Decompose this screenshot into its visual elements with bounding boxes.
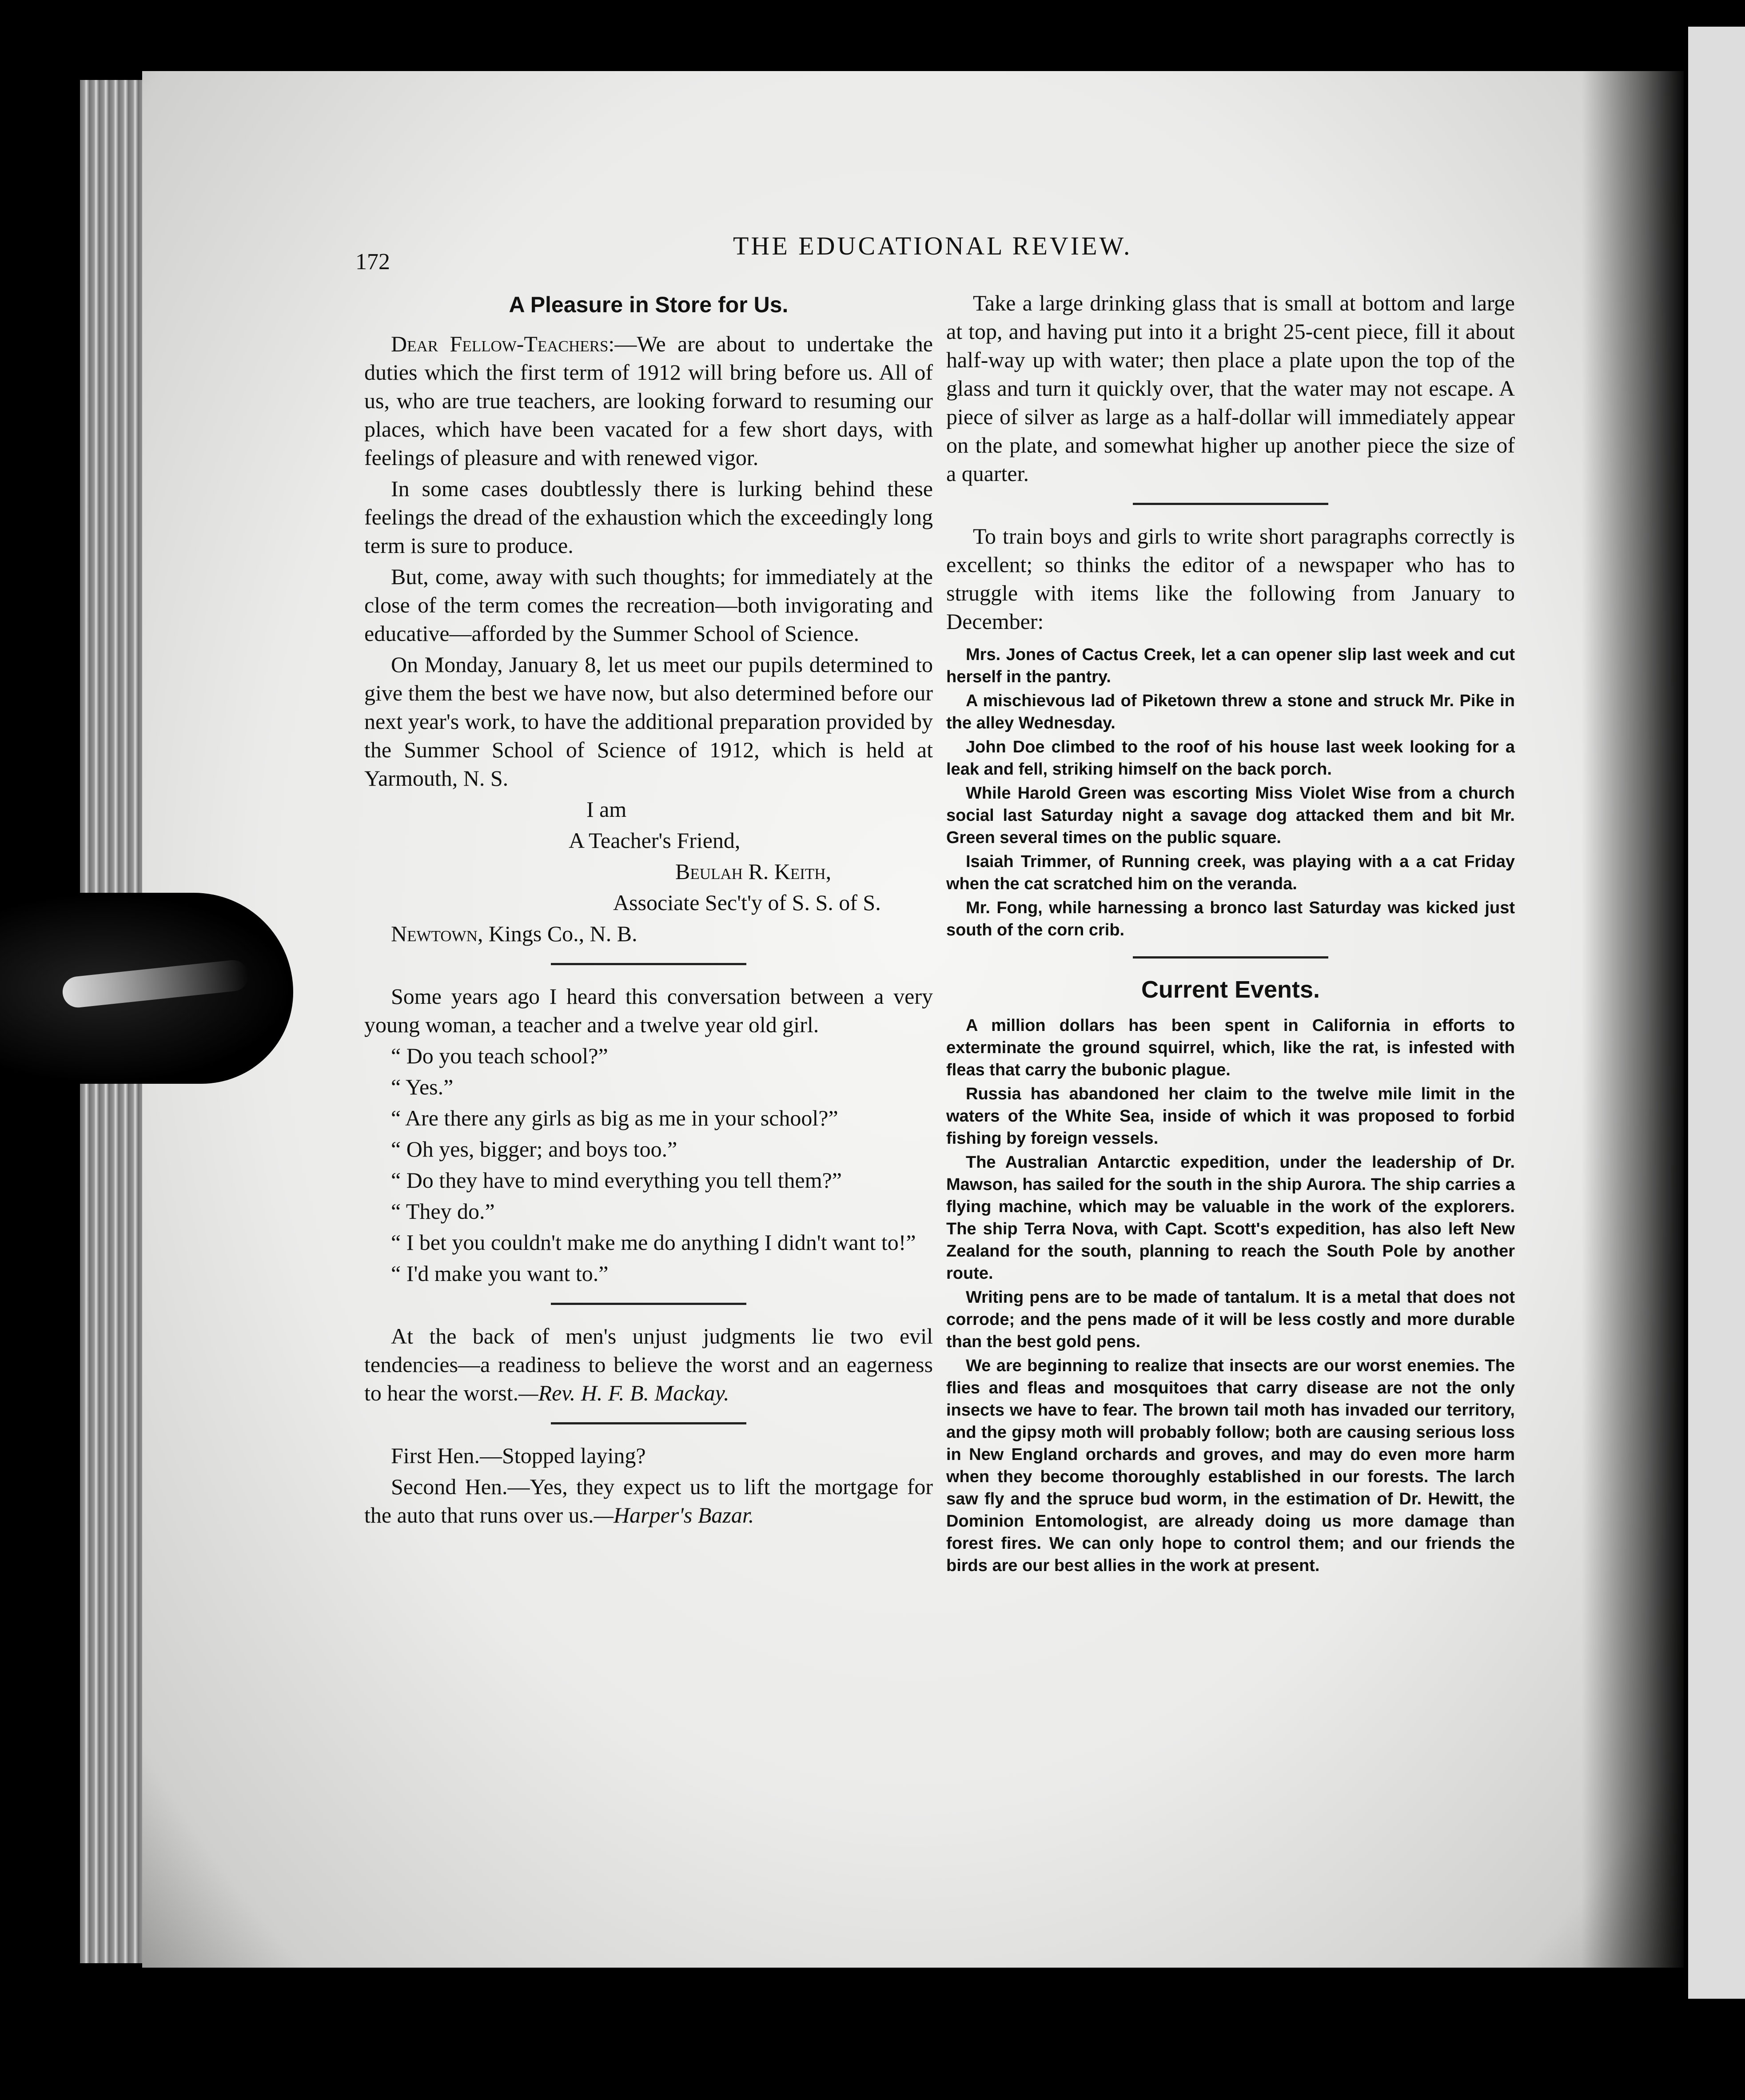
letter-paragraph-1: —We are about to undertake the duties which the first term of 1912 will bring before us. All of us, who are true teachers, are looking forward to resuming our places, which have been vacated for a few short days, with feelings of pleasure and with renewed vigor. bbox=[364, 331, 933, 470]
paragraphs-intro: To train boys and girls to write short paragraphs correctly is excellent; so thinks the editor of a newspaper who has to struggle with items like the following from January to December: bbox=[946, 524, 1515, 634]
page-gutter-shadow bbox=[1582, 71, 1688, 1968]
letter-paragraph-3: But, come, away with such thoughts; for immediately at the close of the term comes the recreation—both invigorating and educative—afforded by the Summer School of Science. bbox=[364, 564, 933, 646]
hen-line-2: Second Hen.—Yes, they expect us to lift the mortgage for the auto that runs over us. bbox=[364, 1474, 933, 1527]
article-title-pleasure: A Pleasure in Store for Us. bbox=[509, 292, 789, 317]
section-divider bbox=[551, 1303, 746, 1305]
letter-paragraph-2: In some cases doubtlessly there is lurking behind these feelings the dread of the exhaustion which the exceedingly long term is sure to produce. bbox=[364, 476, 933, 558]
signature-location bbox=[364, 919, 933, 948]
newspaper-item: Isaiah Trimmer, of Running creek, was playing with a a cat Friday when the cat scratched him on the veranda. bbox=[946, 852, 1515, 893]
quote-attribution: —Rev. H. F. B. Mackay. bbox=[518, 1380, 729, 1405]
salutation: Dear Fellow-Teachers: bbox=[391, 331, 615, 356]
section-divider bbox=[1133, 956, 1328, 959]
signature-friend: A Teacher's Friend, bbox=[569, 828, 741, 853]
section-divider bbox=[1133, 503, 1328, 505]
letter-paragraph-4: On Monday, January 8, let us meet our pupils determined to give them the best we have now, but also determined before our next year's work, to have the additional preparation provided by the Summer School of Science of 1912, which is held at Yarmouth, N. S. bbox=[364, 652, 933, 791]
conversation-intro: Some years ago I heard this conversation between a very young woman, a teacher and a twelve year old girl. bbox=[364, 984, 933, 1037]
conversation-line: “ Do they have to mind everything you tell them?” bbox=[391, 1168, 842, 1193]
newspaper-item: Mrs. Jones of Cactus Creek, let a can opener slip last week and cut herself in the pantry. bbox=[946, 645, 1515, 686]
newspaper-item: John Doe climbed to the roof of his house last week looking for a leak and fell, striking himself on the back porch. bbox=[946, 738, 1515, 779]
section-divider bbox=[551, 963, 746, 965]
conversation-line: “ Oh yes, bigger; and boys too.” bbox=[391, 1137, 677, 1161]
scan-border-top bbox=[0, 0, 1745, 58]
conversation-line: “ I'd make you want to.” bbox=[391, 1261, 609, 1286]
signature-place: Kings Co., N. B. bbox=[483, 921, 637, 946]
right-column bbox=[946, 289, 1515, 1579]
current-events-title: Current Events. bbox=[1141, 976, 1320, 1003]
current-event-paragraph: A million dollars has been spent in California in efforts to exterminate the ground squirrel, which, like the rat, is infested with fleas that carry the bubonic plague. bbox=[946, 1016, 1515, 1079]
letter-opening bbox=[364, 330, 933, 472]
current-event-paragraph: The Australian Antarctic expedition, under the leadership of Dr. Mawson, has sailed for the south in the ship Aurora. The ship carries a flying machine, which may be valuable in the work of the explorers. The ship Terra Nova, with Capt. Scott's expedition, has also left New Zealand for the south, planning to reach the South Pole by another route. bbox=[946, 1153, 1515, 1283]
conversation-line: “ Do you teach school?” bbox=[391, 1043, 608, 1068]
conversation-line: “ I bet you couldn't make me do anything I didn't want to!” bbox=[391, 1230, 916, 1255]
glass-trick-paragraph: Take a large drinking glass that is small at bottom and large at top, and having put into it a bright 25-cent piece, fill it about half-way up with water; then place a plate upon the top of the glass and turn it quickly over, that the water may not escape. A piece of silver as large as a half-dollar will immediately appear on the plate, and somewhat higher up another piece the size of a quarter. bbox=[946, 290, 1515, 486]
hen-line-1: First Hen.—Stopped laying? bbox=[391, 1443, 646, 1468]
conversation-line: “ Are there any girls as big as me in your school?” bbox=[391, 1106, 838, 1130]
current-event-paragraph: Writing pens are to be made of tantalum. It is a metal that does not corrode; and the pens made of it will be less costly and more durable than the best gold pens. bbox=[946, 1288, 1515, 1351]
signature-i-am: I am bbox=[586, 797, 627, 822]
current-event-paragraph: Russia has abandoned her claim to the twelve mile limit in the waters of the White Sea, inside of which it was proposed to forbid fishing by foreign vessels. bbox=[946, 1085, 1515, 1148]
signature-town: Newtown, bbox=[391, 921, 483, 946]
quote-paragraph bbox=[364, 1322, 933, 1407]
signature-title: Associate Sec't'y of S. S. of S. bbox=[613, 890, 881, 915]
hen-line-2-paragraph bbox=[364, 1472, 933, 1529]
newspaper-items bbox=[946, 644, 1515, 941]
running-head: THE EDUCATIONAL REVIEW. bbox=[733, 231, 1132, 260]
newspaper-item: A mischievous lad of Piketown threw a stone and struck Mr. Pike in the alley Wednesday. bbox=[946, 692, 1515, 732]
conversation-line: “ They do.” bbox=[391, 1199, 495, 1224]
page-number: 172 bbox=[355, 249, 390, 274]
newspaper-item: Mr. Fong, while harnessing a bronco last Saturday was kicked just south of the corn crib. bbox=[946, 899, 1515, 939]
quote-text: At the back of men's unjust judgments lie two evil tendencies—a readiness to believe the worst and an eagerness to hear the worst. bbox=[364, 1324, 933, 1405]
facing-page-edge bbox=[1688, 27, 1745, 1999]
current-events-body bbox=[946, 1014, 1515, 1577]
hen-attribution: —Harper's Bazar. bbox=[594, 1503, 754, 1527]
signature-name: Beulah R. Keith, bbox=[675, 859, 832, 884]
conversation-line: “ Yes.” bbox=[391, 1074, 454, 1099]
left-column bbox=[364, 289, 933, 1532]
section-divider bbox=[551, 1422, 746, 1424]
current-event-paragraph: We are beginning to realize that insects are our worst enemies. The flies and fleas and mosquitoes that carry disease are not the only insects we have to fear. The brown tail moth has invaded our territory, and the gipsy moth will probably follow; both are causing serious loss in New England orchards and groves, and may do even more harm when they become thoroughly established in our forests. The larch saw fly and the spruce bud worm, in the estimation of Dr. Hewitt, the Dominion Entomologist, are already doing us more damage than forest fires. We can only hope to control them; and our friends the birds are our best allies in the work at present. bbox=[946, 1356, 1515, 1575]
newspaper-item: While Harold Green was escorting Miss Violet Wise from a church social last Saturday night a savage dog attacked them and bit Mr. Green several times on the public square. bbox=[946, 784, 1515, 847]
